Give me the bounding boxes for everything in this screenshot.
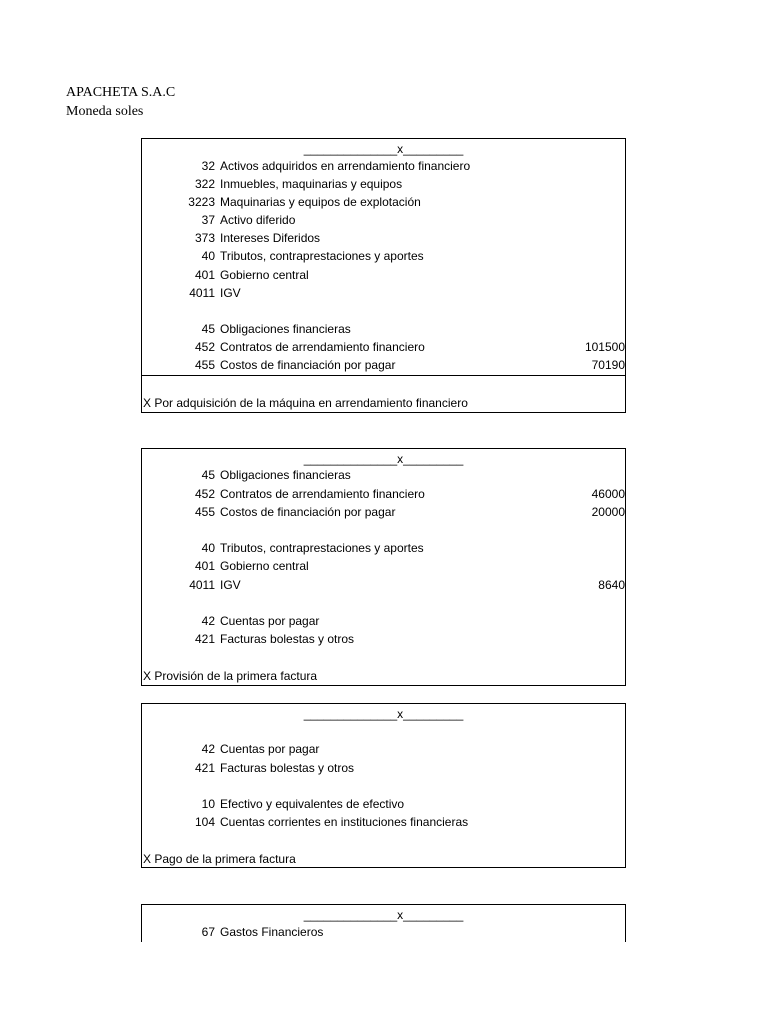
entry-line <box>142 157 625 175</box>
account-name: Activos adquiridos en arrendamiento financiero <box>220 159 471 173</box>
account-name: Costos de financiación por pagar <box>220 505 396 519</box>
account-code: 40 <box>201 541 215 555</box>
account-code: 42 <box>201 742 215 756</box>
account-name: Cuentas por pagar <box>220 614 320 628</box>
account-name: Gastos Financieros <box>220 925 324 939</box>
account-name: Maquinarias y equipos de explotación <box>220 195 421 209</box>
account-name: Tributos, contraprestaciones y aportes <box>220 249 424 263</box>
account-code: 4011 <box>189 286 215 300</box>
entry-line <box>142 284 625 302</box>
entry-line <box>142 247 625 265</box>
account-code: 322 <box>194 177 215 191</box>
account-code: 421 <box>194 761 215 775</box>
account-code: 452 <box>194 340 215 354</box>
account-name: Activo diferido <box>220 213 296 227</box>
entry-line <box>142 795 625 813</box>
entry-line <box>142 211 625 229</box>
account-name: Contratos de arrendamiento financiero <box>220 487 425 501</box>
journal-entry-4 <box>141 904 626 942</box>
entry-line <box>142 813 625 831</box>
entry-line <box>142 466 625 484</box>
entry-line <box>142 539 625 557</box>
account-name: Obligaciones financieras <box>220 468 351 482</box>
entry-line <box>142 630 625 648</box>
entry-line <box>142 576 625 594</box>
account-name: IGV <box>220 578 241 592</box>
account-code: 37 <box>201 213 215 227</box>
account-code: 45 <box>201 468 215 482</box>
account-code: 421 <box>194 632 215 646</box>
entry-separator: ______________x_________ <box>303 908 464 922</box>
entry-separator: ______________x_________ <box>303 452 464 466</box>
account-code: 40 <box>201 249 215 263</box>
account-name: IGV <box>220 286 241 300</box>
company-name: APACHETA S.A.C <box>66 85 176 100</box>
entry-separator: ______________x_________ <box>303 707 464 721</box>
account-name: Facturas bolestas y otros <box>220 761 355 775</box>
entry-gloss <box>142 394 625 412</box>
account-name: Inmuebles, maquinarias y equipos <box>220 177 403 191</box>
account-name: Cuentas corrientes en instituciones financieras <box>220 815 469 829</box>
account-name: Gobierno central <box>220 559 309 573</box>
account-code: 401 <box>194 268 215 282</box>
entry-line <box>142 229 625 247</box>
entry-separator: ______________x_________ <box>303 142 464 156</box>
account-code: 455 <box>194 505 215 519</box>
account-code: 67 <box>201 925 215 939</box>
amount: 8640 <box>598 578 625 592</box>
entry-line <box>142 356 625 374</box>
entry-line <box>142 320 625 338</box>
amount: 70190 <box>591 358 625 372</box>
entry-line <box>142 266 625 284</box>
account-name: Gobierno central <box>220 268 309 282</box>
account-name: Cuentas por pagar <box>220 742 320 756</box>
entry-gloss <box>142 667 625 685</box>
account-name: Costos de financiación por pagar <box>220 358 396 372</box>
account-code: 401 <box>194 559 215 573</box>
entry-line <box>142 175 625 193</box>
entry-line <box>142 759 625 777</box>
account-name: Tributos, contraprestaciones y aportes <box>220 541 424 555</box>
account-code: 45 <box>201 322 215 336</box>
entry-line <box>142 503 625 521</box>
account-code: 4011 <box>189 578 215 592</box>
entry-line <box>142 612 625 630</box>
divider <box>142 375 625 376</box>
account-code: 3223 <box>188 195 215 209</box>
account-code: 32 <box>201 159 215 173</box>
gloss-text: X Provisión de la primera factura <box>143 669 318 683</box>
journal-entry-3 <box>141 703 626 868</box>
account-name: Obligaciones financieras <box>220 322 351 336</box>
gloss-text: X Por adquisición de la máquina en arrendamiento financiero <box>143 396 468 410</box>
entry-gloss <box>142 850 625 868</box>
account-code: 373 <box>194 231 215 245</box>
entry-line <box>142 485 625 503</box>
journal-entry-1 <box>141 138 626 413</box>
account-name: Intereses Diferidos <box>220 231 321 245</box>
account-code: 452 <box>194 487 215 501</box>
account-code: 455 <box>194 358 215 372</box>
entry-line <box>142 338 625 356</box>
entry-line <box>142 740 625 758</box>
account-name: Facturas bolestas y otros <box>220 632 355 646</box>
entry-line <box>142 557 625 575</box>
account-name: Efectivo y equivalentes de efectivo <box>220 797 405 811</box>
account-code: 42 <box>201 614 215 628</box>
amount: 101500 <box>584 340 625 354</box>
currency-label: Moneda soles <box>66 104 144 119</box>
entry-line <box>142 923 625 941</box>
entry-line <box>142 193 625 211</box>
gloss-text: X Pago de la primera factura <box>143 852 296 866</box>
amount: 20000 <box>591 505 625 519</box>
account-code: 10 <box>201 797 215 811</box>
account-name: Contratos de arrendamiento financiero <box>220 340 425 354</box>
amount: 46000 <box>591 487 625 501</box>
journal-entry-2 <box>141 448 626 686</box>
account-code: 104 <box>194 815 215 829</box>
